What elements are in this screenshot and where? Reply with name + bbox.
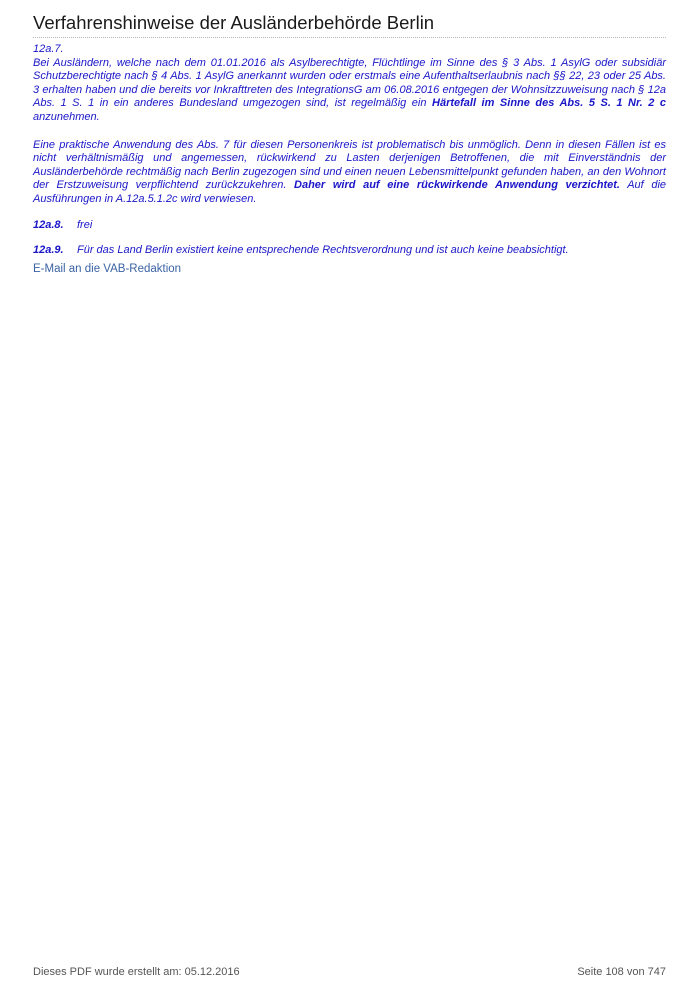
paragraph-12a7-1	[33, 57, 666, 125]
paragraph-12a7-2-text: Eine praktische Anwendung des Abs. 7 für diesen Personenkreis ist problematisch bis unmöglich. Denn in diesen Fällen ist es nicht verhältnismäßig und angemessen, rückwirkend zu Lasten derjenigen Betroffenen, die mit Einverständnis der Ausländerbehörde rechtmäßig nach Berlin zugezogen sind und einen neuen Lebensmittelpunkt gefunden haben, an den Wohnort der Erstzuweisung verpflichtend zurückzukehren.	[33, 138, 666, 192]
paragraph-12a7-2-end: Auf die Ausführungen in A.12a.5.1.2c wird verwiesen.	[33, 179, 667, 205]
email-vab-redaktion-link[interactable]: E-Mail an die VAB-Redaktion	[33, 262, 182, 275]
paragraph-12a7-2-bold: Daher wird auf eine rückwirkende Anwendung verzichtet.	[294, 179, 620, 192]
page-title: Verfahrenshinweise der Ausländerbehörde Berlin	[33, 12, 435, 33]
section-12a8	[33, 219, 666, 233]
page-header	[33, 12, 666, 38]
section-12a8-text: frei	[77, 218, 93, 231]
section-12a9-text: Für das Land Berlin existiert keine entsprechende Rechtsverordnung und ist auch keine beabsichtigt.	[77, 244, 569, 257]
paragraph-12a7-1-text: Bei Ausländern, welche nach dem 01.01.2016 als Asylberechtigte, Flüchtlinge im Sinne des § 3 Abs. 1 AsylG oder subsidiär Schutzberechtigte nach § 4 Abs. 1 AsylG anerkannt wurden oder erstmals eine Aufenthaltserlaubnis nach §§ 22, 23 oder 25 Abs. 3 erhalten haben und die bereits vor Inkrafttreten des IntegrationsG am 06.08.2016 entgegen der Wohnsitzzuweisung nach § 12a Abs. 1 S. 1 in ein anderes Bundesland umgezogen sind, ist regelmäßig ein	[33, 56, 666, 110]
paragraph-12a7-1-end: anzunehmen.	[33, 110, 100, 123]
document-body	[33, 43, 666, 276]
footer-page-number: Seite 108 von 747	[577, 966, 666, 978]
section-number-12a7: 12a.7.	[33, 43, 64, 55]
paragraph-12a7-2	[33, 139, 666, 207]
paragraph-12a7-1-bold: Härtefall im Sinne des Abs. 5 S. 1 Nr. 2 c	[432, 97, 667, 110]
section-number-12a9: 12a.9.	[33, 244, 64, 257]
footer-created-date: Dieses PDF wurde erstellt am: 05.12.2016	[33, 966, 240, 978]
section-12a9	[33, 244, 666, 258]
section-number-12a8: 12a.8.	[33, 218, 64, 231]
